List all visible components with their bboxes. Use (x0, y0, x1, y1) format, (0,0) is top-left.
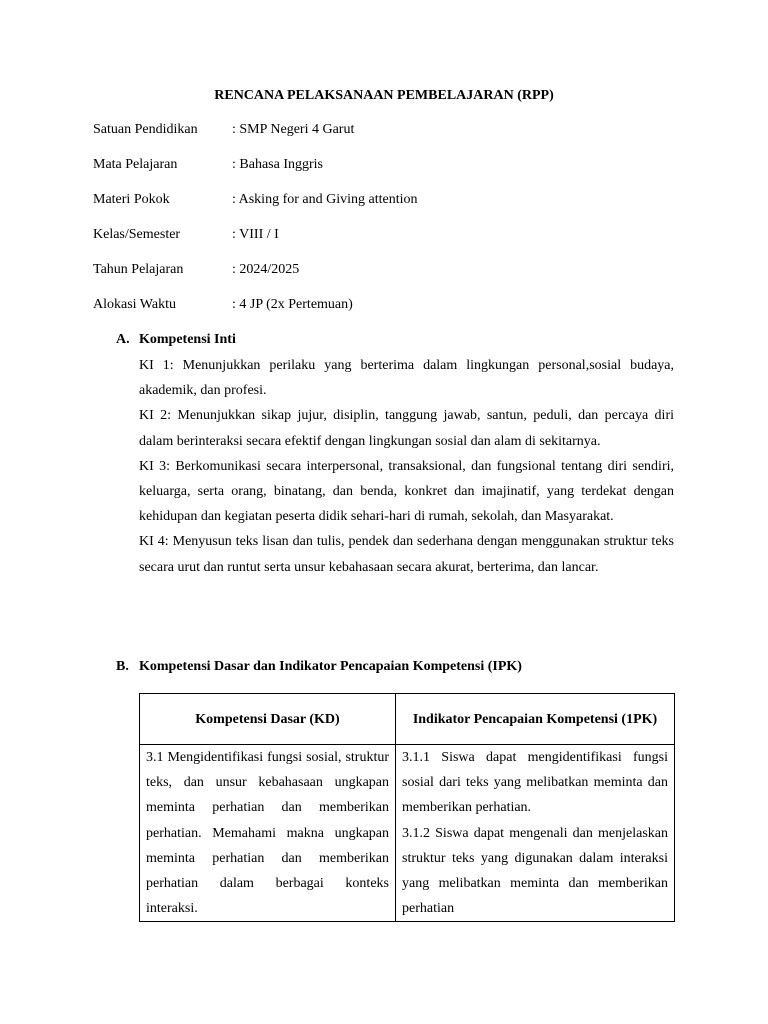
info-value: : SMP Negeri 4 Garut (232, 122, 355, 137)
kd-text: 3.1 Mengidentifikasi fungsi sosial, struktur teks, dan unsur kebahasaan ungkapan meminta perhatian dan memberikan perhatian. Memahami makna ungkapan meminta perhatian dan memberikan perhatian dalam berbagai konteks interaksi. (146, 750, 389, 917)
info-label: Tahun Pelajaran (93, 262, 184, 277)
table-header-row (140, 694, 675, 745)
section-b-heading (116, 657, 522, 677)
info-value: : Bahasa Inggris (232, 157, 323, 172)
ipk-cell (396, 745, 675, 922)
info-label: Mata Pelajaran (93, 157, 178, 172)
kd-ipk-table (139, 693, 675, 922)
section-a-heading (116, 330, 236, 350)
section-marker: A. (116, 332, 130, 347)
info-value: : 4 JP (2x Pertemuan) (232, 297, 353, 312)
info-value: : VIII / I (232, 227, 279, 242)
ki-item: KI 4: Menyusun teks lisan dan tulis, pendek dan sederhana dengan menggunakan struktur teks secara urut dan runtut serta unsur kebahasaan secara akurat, berterima, dan lancar. (139, 534, 674, 575)
info-label: Alokasi Waktu (93, 297, 176, 312)
info-value: : 2024/2025 (232, 262, 300, 277)
table-header-kd: Kompetensi Dasar (KD) (140, 694, 396, 745)
page-title: RENCANA PELAKSANAAN PEMBELAJARAN (RPP) (214, 88, 554, 103)
ipk-item: 3.1.1 Siswa dapat mengidentifikasi fungsi sosial dari teks yang melibatkan meminta dan memberikan perhatian. (402, 750, 668, 816)
info-label: Materi Pokok (93, 192, 170, 207)
ki-item: KI 2: Menunjukkan sikap jujur, disiplin, tanggung jawab, santun, peduli, dan percaya diri dalam berinteraksi secara efektif dengan lingkungan sosial dan alam di sekitarnya. (139, 408, 674, 449)
section-marker: B. (116, 659, 129, 674)
info-value: : Asking for and Giving attention (232, 192, 418, 207)
info-label: Satuan Pendidikan (93, 122, 198, 137)
info-label: Kelas/Semester (93, 227, 181, 242)
table-row (140, 745, 675, 922)
table-header-ipk: Indikator Pencapaian Kompetensi (1PK) (396, 694, 675, 745)
ki-item: KI 1: Menunjukkan perilaku yang berterima dalam lingkungan personal,sosial budaya, akademik, dan profesi. (139, 358, 674, 399)
ipk-item: 3.1.2 Siswa dapat mengenali dan menjelaskan struktur teks yang digunakan dalam interaksi yang melibatkan meminta dan memberikan perhatian (402, 825, 668, 917)
kompetensi-inti-list (139, 353, 674, 580)
section-title: Kompetensi Inti (139, 332, 236, 347)
section-title: Kompetensi Dasar dan Indikator Pencapaian Kompetensi (IPK) (139, 659, 522, 674)
kd-cell (140, 745, 396, 922)
ki-item: KI 3: Berkomunikasi secara interpersonal, transaksional, dan fungsional tentang diri sendiri, keluarga, serta orang, binatang, dan benda, konkret dan imajinatif, yang terdekat dengan kehidupan dan kegiatan peserta didik sehari-hari di rumah, sekolah, dan Masyarakat. (139, 458, 674, 525)
